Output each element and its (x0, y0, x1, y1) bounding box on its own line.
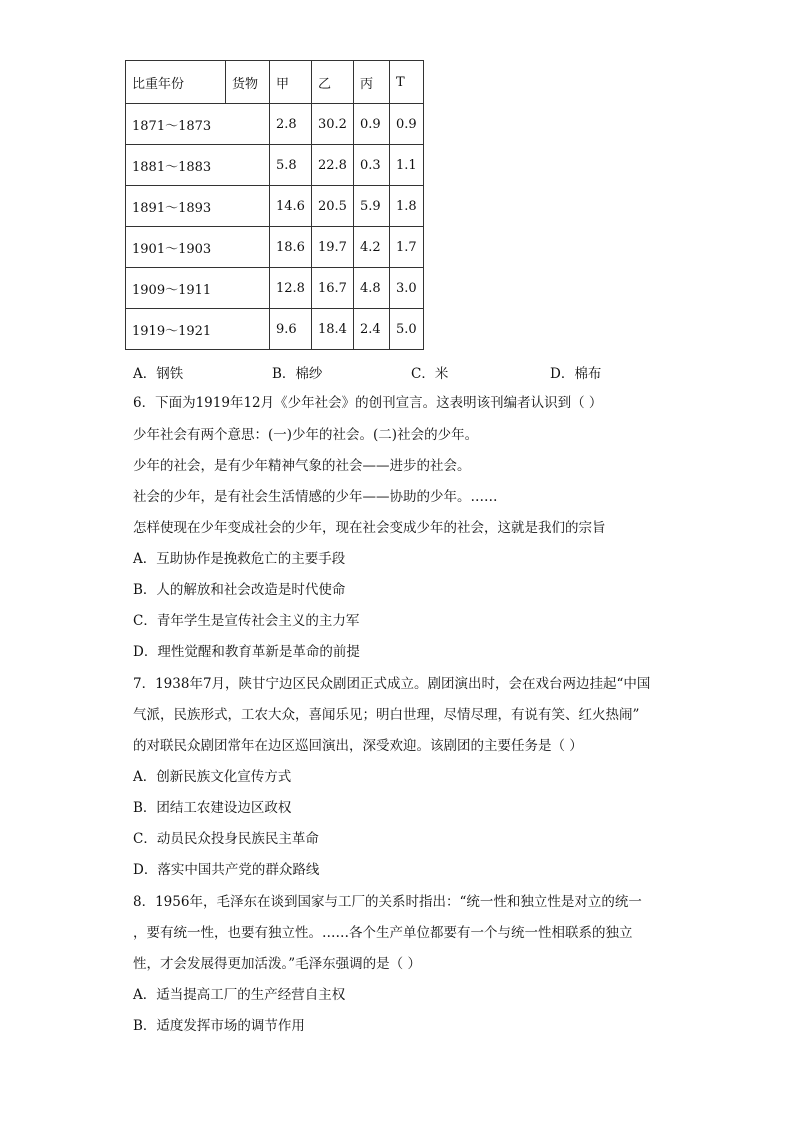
q5-option-b: B．棉纱 (272, 366, 323, 382)
table-row (126, 186, 424, 227)
cell-value: 16.7 (311, 268, 353, 309)
cell-value: 5.0 (389, 309, 423, 350)
q8-option-b: B．适度发挥市场的调节作用 (133, 1018, 305, 1034)
q5-option-a: A．钢铁 (133, 366, 184, 382)
row-year: 1919～1921 (126, 309, 270, 350)
q6-quote-line: 怎样使现在少年变成社会的少年，现在社会变成少年的社会，这就是我们的宗旨 (133, 520, 606, 536)
cell-value: 22.8 (311, 145, 353, 186)
header-goods: 货物 (226, 61, 270, 104)
q8-option-a: A．适当提高工厂的生产经营自主权 (133, 987, 346, 1003)
table-header-row (126, 61, 424, 104)
q8-stem-line: ，要有统一性，也要有独立性。……各个生产单位都要有一个与统一性相联系的独立 (133, 925, 633, 941)
cell-value: 5.9 (353, 186, 389, 227)
cell-value: 2.8 (270, 104, 312, 145)
q5-option-c: C．米 (411, 366, 449, 382)
table-row (126, 268, 424, 309)
cell-value: 9.6 (270, 309, 312, 350)
table-row (126, 104, 424, 145)
cell-value: 14.6 (270, 186, 312, 227)
cell-value: 2.4 (353, 309, 389, 350)
header-col-3: 丙 (353, 61, 389, 104)
table-row (126, 145, 424, 186)
q8-stem-line: 8．1956年，毛泽东在谈到国家与工厂的关系时指出：“统一性和独立性是对立的统一 (133, 894, 642, 910)
cell-value: 3.0 (389, 268, 423, 309)
q6-stem: 6．下面为1919年12月《少年社会》的创刊宣言。这表明该刊编者认识到（ ） (133, 395, 603, 411)
row-year: 1871～1873 (126, 104, 270, 145)
cell-value: 4.8 (353, 268, 389, 309)
cell-value: 1.1 (389, 145, 423, 186)
q6-option-a: A．互助协作是挽救危亡的主要手段 (133, 551, 346, 567)
header-col-4: T (389, 61, 423, 104)
cell-value: 12.8 (270, 268, 312, 309)
row-year: 1891～1893 (126, 186, 270, 227)
row-year: 1909～1911 (126, 268, 270, 309)
q7-stem-line: 7．1938年7月，陕甘宁边区民众剧团正式成立。剧团演出时，会在戏台两边挂起“中国 (133, 676, 651, 692)
cell-value: 18.4 (311, 309, 353, 350)
cell-value: 18.6 (270, 227, 312, 268)
cell-value: 20.5 (311, 186, 353, 227)
table-row (126, 227, 424, 268)
q6-quote-line: 少年社会有两个意思：(一)少年的社会。(二)社会的少年。 (133, 427, 479, 443)
q7-stem-line: 气派，民族形式，工农大众，喜闻乐见；明白世理，尽情尽理，有说有笑、红火热闹” (133, 707, 640, 723)
q5-option-d: D．棉布 (550, 366, 602, 382)
q7-option-c: C．动员民众投身民族民主革命 (133, 831, 319, 847)
header-col-1: 甲 (270, 61, 312, 104)
cell-value: 1.8 (389, 186, 423, 227)
q6-option-d: D．理性觉醒和教育革新是革命的前提 (133, 644, 360, 660)
q7-option-a: A．创新民族文化宣传方式 (133, 769, 292, 785)
trade-share-table (125, 60, 424, 350)
cell-value: 0.9 (389, 104, 423, 145)
row-year: 1881～1883 (126, 145, 270, 186)
cell-value: 0.3 (353, 145, 389, 186)
cell-value: 5.8 (270, 145, 312, 186)
cell-value: 30.2 (311, 104, 353, 145)
cell-value: 0.9 (353, 104, 389, 145)
q6-option-c: C．青年学生是宣传社会主义的主力军 (133, 613, 360, 629)
q6-option-b: B．人的解放和社会改造是时代使命 (133, 582, 346, 598)
q7-option-d: D．落实中国共产党的群众路线 (133, 862, 320, 878)
table-row (126, 309, 424, 350)
q6-quote-line: 社会的少年，是有社会生活情感的少年——协助的少年。…… (133, 489, 498, 505)
header-year: 比重年份 (126, 61, 226, 104)
q6-quote-line: 少年的社会，是有少年精神气象的社会——进步的社会。 (133, 458, 471, 474)
row-year: 1901～1903 (126, 227, 270, 268)
cell-value: 4.2 (353, 227, 389, 268)
q5-options (0, 362, 794, 382)
cell-value: 1.7 (389, 227, 423, 268)
q7-stem-line: 的对联民众剧团常年在边区巡回演出，深受欢迎。该剧团的主要任务是（ ） (133, 738, 583, 754)
q8-stem-line: 性，才会发展得更加活泼。”毛泽东强调的是（ ） (133, 956, 421, 972)
q7-option-b: B．团结工农建设边区政权 (133, 800, 292, 816)
header-col-2: 乙 (311, 61, 353, 104)
cell-value: 19.7 (311, 227, 353, 268)
